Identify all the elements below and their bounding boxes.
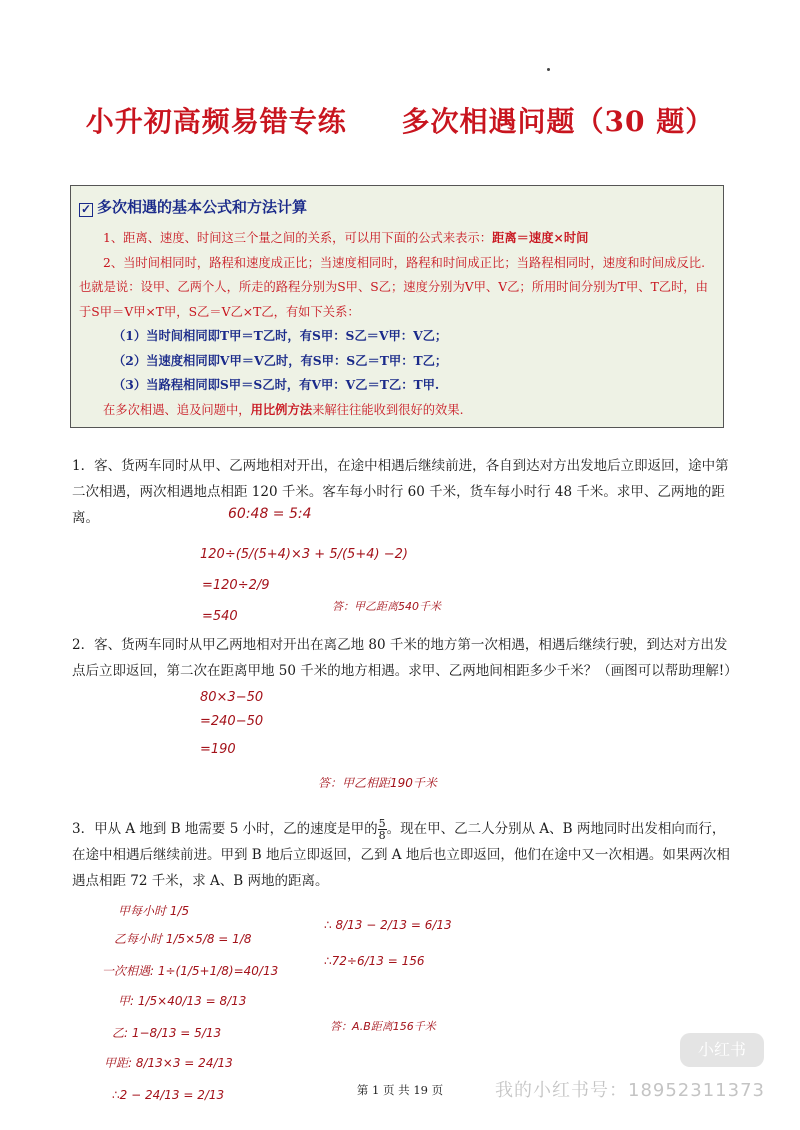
q2-work-line-1: 80×3−50 (200, 690, 264, 705)
title-right: 多次相遇问题（30 题） (401, 105, 715, 138)
q1-work-ratio: 60:48 = 5:4 (228, 506, 312, 522)
q3-work-left-4: 甲: 1/5×40/13 = 8/13 (118, 994, 247, 1008)
q1-answer: 答：甲乙距离540千米 (332, 600, 441, 613)
q3-fraction (378, 818, 387, 841)
q1-work-line-3: =540 (202, 609, 238, 624)
box-line-1 (79, 226, 715, 251)
q3-work-left-5: 乙: 1−8/13 = 5/13 (112, 1026, 222, 1040)
tip-bold: 用比例方法 (250, 401, 313, 417)
question-2 (72, 632, 738, 684)
question-3-text (72, 816, 732, 894)
question-2-text: 2．客、货两车同时从甲乙两地相对开出在离乙地 80 千米的地方第一次相遇，相遇后继续行驶，到达对方出发点后立即返回，第二次在距离甲地 50 千米的地方相遇。求甲、乙两地间相距多少千米？（画图可以帮助理解!） (72, 637, 738, 679)
q3-work-left-2: 乙每小时 1/5×5/8 = 1/8 (114, 932, 252, 946)
q2-answer: 答：甲乙相距190千米 (318, 776, 437, 790)
box-heading-text: 多次相遇的基本公式和方法计算 (97, 198, 308, 216)
q1-work-line-2: =120÷2/9 (202, 578, 270, 593)
tip-pre: 在多次相遇、追及问题中， (103, 402, 251, 417)
line1-bold: 距离＝速度×时间 (492, 230, 589, 245)
tip-post: 来解往往能收到很好的效果. (312, 402, 464, 417)
q3-text-a: 3．甲从 A 地到 B 地需要 5 小时，乙的速度是甲的 (72, 821, 378, 837)
box-body (79, 226, 715, 422)
q3-work-right-1: ∴ 8/13 − 2/13 = 6/13 (324, 918, 452, 932)
checkbox-icon: ✓ (80, 202, 92, 216)
q1-work-line-1: 120÷(5/(5+4)×3 + 5/(5+4) −2) (200, 547, 408, 562)
frac-denominator: 8 (378, 829, 386, 842)
speck (547, 68, 550, 71)
q3-work-left-1: 甲每小时 1/5 (118, 904, 190, 918)
q3-work-left-3: 一次相遇: 1÷(1/5+1/8)=40/13 (102, 964, 279, 978)
page-footer: 第 1 页 共 19 页 (356, 1083, 444, 1097)
page-title (0, 100, 800, 140)
q2-work-line-2: =240−50 (200, 714, 264, 729)
formula-box (70, 185, 724, 428)
q3-work-left-6: 甲距: 8/13×3 = 24/13 (104, 1056, 233, 1070)
q3-work-left-7: ∴2 − 24/13 = 2/13 (112, 1088, 225, 1102)
box-heading (79, 196, 307, 217)
box-tip (79, 398, 715, 423)
box-rule-2: （2）当速度相同即V甲＝V乙时，有S甲：S乙＝T甲：T乙； (113, 352, 448, 368)
question-3 (72, 816, 732, 894)
title-left: 小升初高频易错专练 (85, 105, 347, 138)
q3-text-b: 。现在甲、乙二人分别从 A、B 两地同时出发相向而行，在途中相遇后继续前进。甲到 B 地后立即返回，乙到 A 地后也立即返回，他们在途中又一次相遇。如果两次相遇点相距 72 千米，求 A、B 两地的距离。 (72, 821, 730, 889)
line1-text: 1、距离、速度、时间这三个量之间的关系，可以用下面的公式来表示： (103, 231, 493, 245)
q3-work-right-2: ∴72÷6/13 = 156 (324, 954, 425, 968)
box-rule-3: （3）当路程相同即S甲＝S乙时，有V甲：V乙＝T乙：T甲. (113, 377, 440, 392)
box-line-2: 2、当时间相同时，路程和速度成正比；当速度相同时，路程和时间成正比；当路程相同时，速度和时间成反比. 也就是说：设甲、乙两个人，所走的路程分别为S甲、S乙；速度分别为V甲、V乙；所用时间分别为T甲、T乙时，由于S甲＝V甲×T甲，S乙＝V乙×T乙，有如下关系： (79, 255, 708, 319)
frac-numerator: 5 (378, 817, 386, 830)
q3-answer: 答：A.B距离156千米 (330, 1020, 436, 1033)
question-1-text: 1．客、货两车同时从甲、乙两地相对开出，在途中相遇后继续前进，各自到达对方出发地后立即返回，途中第二次相遇，两次相遇地点相距 120 千米。客车每小时行 60 千米，货车每小时行 48 千米。求甲、乙两地的距离。 (72, 458, 729, 526)
box-rule-1: （1）当时间相同即T甲＝T乙时，有S甲：S乙＝V甲：V乙； (113, 328, 448, 343)
question-1 (72, 453, 732, 531)
xiaohongshu-logo: 小红书 (680, 1033, 764, 1067)
q2-work-line-3: =190 (200, 742, 236, 757)
watermark-text: 我的小红书号：1895231137​3 (495, 1080, 765, 1101)
